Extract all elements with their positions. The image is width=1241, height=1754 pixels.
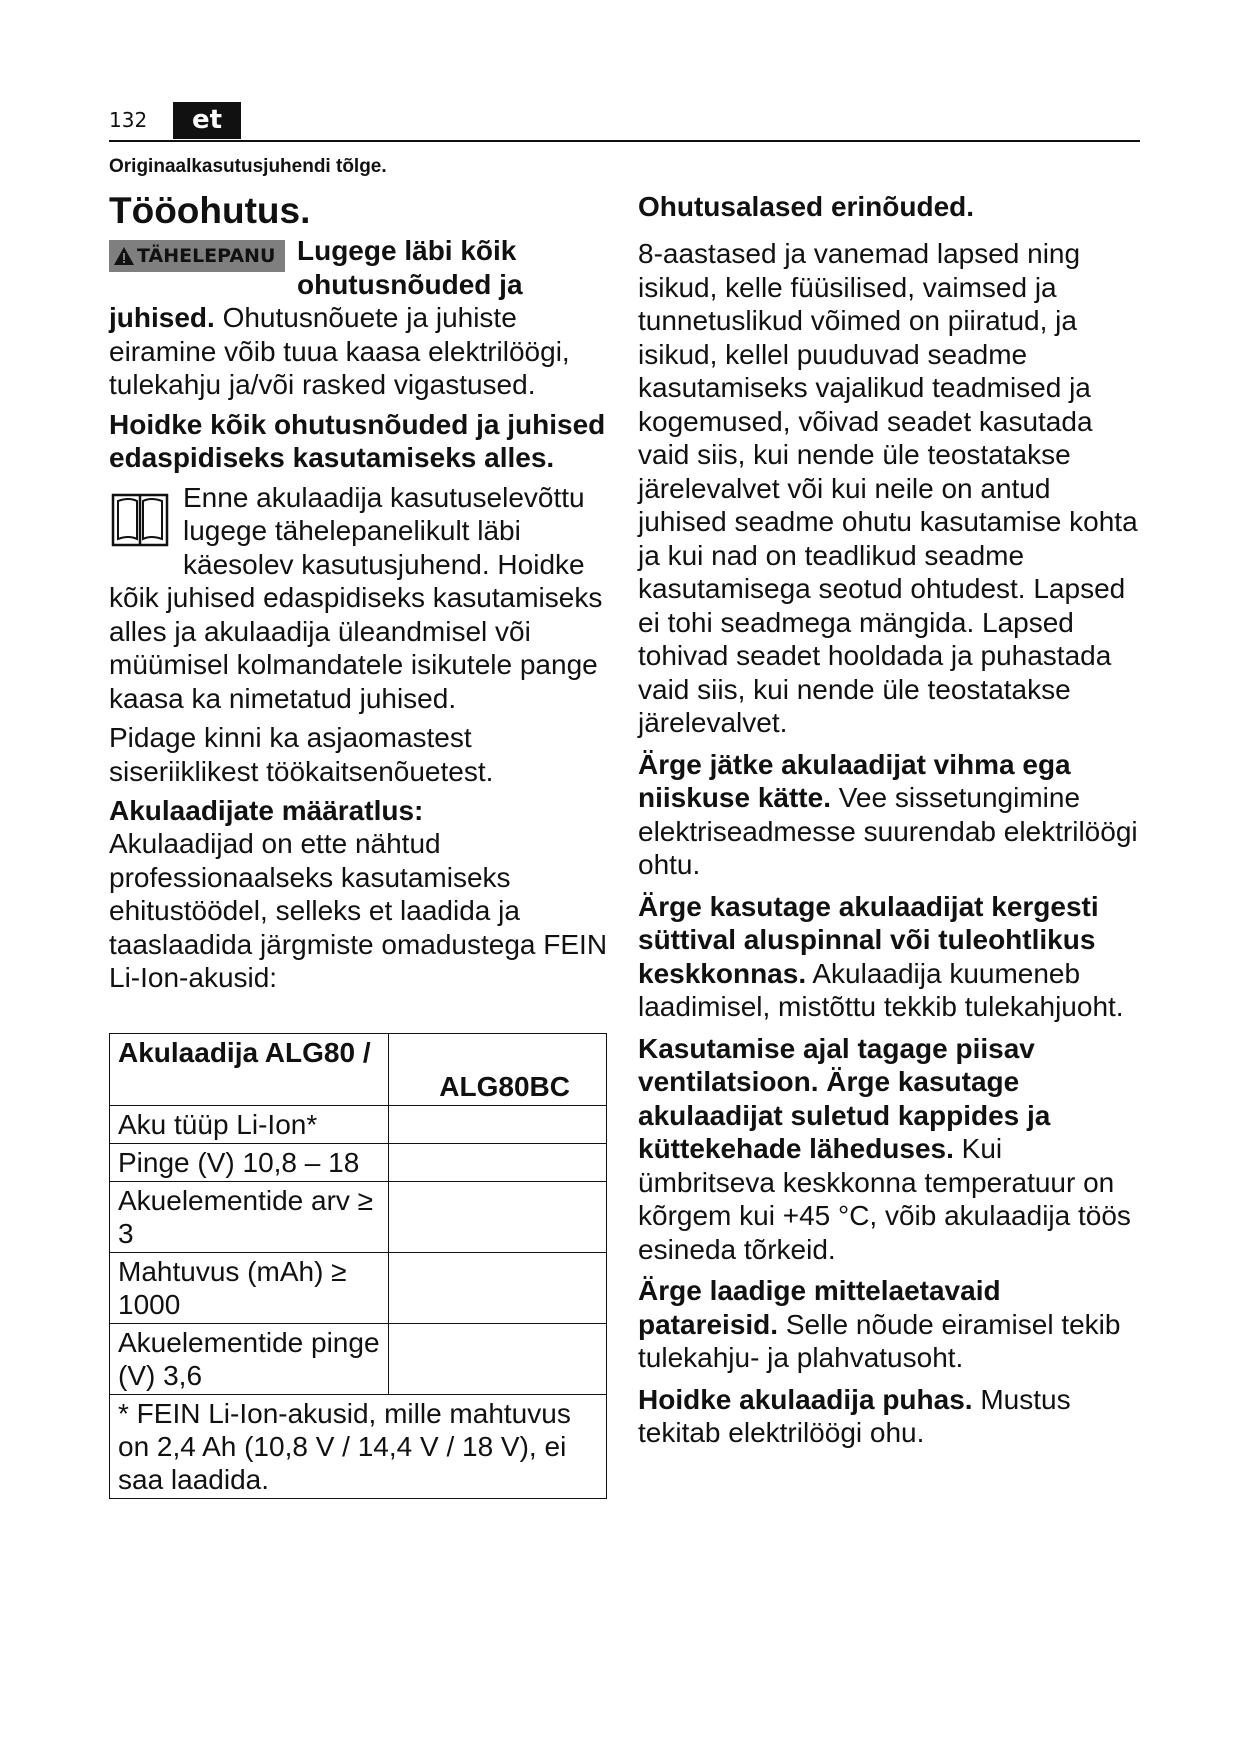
special-safety-heading: Ohutusalased erinõuded. — [638, 191, 975, 222]
clean-paragraph — [638, 1383, 1138, 1450]
language-tab: et — [173, 102, 241, 139]
rain-paragraph — [638, 748, 1138, 882]
warning-badge — [109, 240, 285, 272]
definition-heading: Akulaadijate määratlus: — [109, 795, 424, 826]
definition-text: Akulaadijad on ette nähtud professionaalseks kasutamiseks ehitustöödel, selleks et laadida ja taaslaadida järgmiste omadustega FEIN Li-Ion-akusid: — [109, 828, 608, 993]
book-icon — [109, 487, 171, 551]
table-header-row — [110, 1033, 607, 1105]
table-header-left: Akulaadija ALG80 / — [110, 1033, 389, 1105]
rain-body-text: Vee sissetungimine elektriseadmesse suurendab elektrilöögi ohtu. — [638, 782, 1138, 880]
keep-instructions — [109, 408, 609, 475]
spec-table — [109, 1033, 607, 1499]
table-footnote: * FEIN Li-Ion-akusid, mille mahtuvus on 2,4 Ah (10,8 V / 14,4 V / 18 V), ei saa laadida. — [110, 1394, 607, 1498]
ventilation-bold-text: Kasutamise ajal tagage piisav ventilatsioon. Ärge kasutage akulaadijat suletud kappides ja küttekehade läheduses. — [638, 1032, 1051, 1164]
table-cell-label: Akuelementide pinge (V) 3,6 — [110, 1323, 389, 1394]
table-cell-value — [389, 1143, 607, 1181]
table-cell-label: Pinge (V) 10,8 – 18 — [110, 1143, 389, 1181]
table-cell-value — [389, 1252, 607, 1323]
left-column — [109, 190, 609, 1499]
table-cell-value — [389, 1323, 607, 1394]
keep-bold-text: Hoidke kõik ohutusnõuded ja juhised edaspidiseks kasutamiseks alles. — [109, 408, 606, 473]
right-column — [638, 190, 1138, 1458]
ventilation-body-text: Kui ümbritseva keskkonna temperatuur on kõrgem kui +45 °C, võib akulaadija töös esineda tõrkeid. — [638, 1133, 1131, 1265]
rain-bold-text: Ärge jätke akulaadijat vihma ega niiskuse kätte. — [638, 748, 1071, 813]
flammable-paragraph — [638, 890, 1138, 1024]
table-row — [110, 1181, 607, 1252]
table-header-right: ALG80BC — [389, 1033, 607, 1105]
nonrechargeable-bold-text: Ärge laadige mittelaetavaid patareisid. — [638, 1275, 1001, 1340]
warning-bold-text: Lugege läbi kõik ohutusnõuded ja juhised. — [109, 235, 523, 333]
table-cell-label: Mahtuvus (mAh) ≥ 1000 — [110, 1252, 389, 1323]
nonrechargeable-body-text: Selle nõude eiramisel tekib tulekahju- ja plahvatusoht. — [638, 1308, 1121, 1373]
warning-triangle-icon — [113, 246, 135, 266]
ventilation-paragraph — [638, 1032, 1138, 1267]
section-title: Tööohutus. — [109, 190, 311, 231]
table-cell-value — [389, 1105, 607, 1143]
clean-body-text: Mustus tekitab elektrilöögi ohu. — [638, 1383, 1071, 1448]
table-cell-value — [389, 1181, 607, 1252]
document-subtitle: Originaalkasutusjuhendi tõlge. — [109, 156, 387, 177]
table-row — [110, 1252, 607, 1323]
table-cell-label: Akuelementide arv ≥ 3 — [110, 1181, 389, 1252]
table-cell-label: Aku tüüp Li-Ion* — [110, 1105, 389, 1143]
page-header — [109, 98, 1140, 142]
flammable-body-text: Akulaadija kuumeneb laadimisel, mistõttu tekkib tulekahjuoht. — [638, 957, 1124, 1022]
table-row — [110, 1105, 607, 1143]
regulations-text: Pidage kinni ka asjaomastest siseriiklikest töökaitsenõuetest. — [109, 722, 494, 787]
clean-bold-text: Hoidke akulaadija puhas. — [638, 1383, 973, 1415]
warning-label: TÄHELEPANU — [137, 245, 276, 267]
warning-paragraph — [109, 234, 609, 402]
flammable-bold-text: Ärge kasutage akulaadijat kergesti süttival aluspinnal või tuleohtlikus keskkonnas. — [638, 890, 1099, 989]
page-number: 132 — [109, 108, 148, 132]
table-row — [110, 1143, 607, 1181]
children-paragraph: 8-aastased ja vanemad lapsed ning isikud, kelle füüsilised, vaimsed ja tunnetuslikud võimed on piiratud, ja isikud, kellel puuduvad seadme kasutamiseks vajalikud teadmised ja kogemused, võivad seadet kasutada vaid siis, kui nende üle teostatakse järelevalvet või kui neile on antud juhised seadme ohutu kasutamise kohta ja kui nad on teadlikud seadme kasutamisega seotud ohtudest. Lapsed ei tohi seadmega mängida. Lapsed tohivad seadet hooldada ja puhastada vaid siis, kui nende üle teostatakse järelevalvet. — [638, 238, 1138, 738]
table-footnote-row — [110, 1394, 607, 1498]
nonrechargeable-paragraph — [638, 1274, 1138, 1375]
book-text: Enne akulaadija kasutuselevõttu lugege tähelepanelikult läbi käesolev kasutusjuhend. Hoidke kõik juhised edaspidiseks kasutamiseks alles ja akulaadija üleandmisel või müümisel kolmandatele isikutele pange kaasa ka nimetatud juhised. — [109, 481, 603, 714]
warning-body-text: Ohutusnõuete ja juhiste eiramine võib tuua kaasa elektrilöögi, tulekahju ja/või rasked vigastused. — [109, 302, 570, 400]
book-paragraph — [109, 481, 609, 716]
table-row — [110, 1323, 607, 1394]
